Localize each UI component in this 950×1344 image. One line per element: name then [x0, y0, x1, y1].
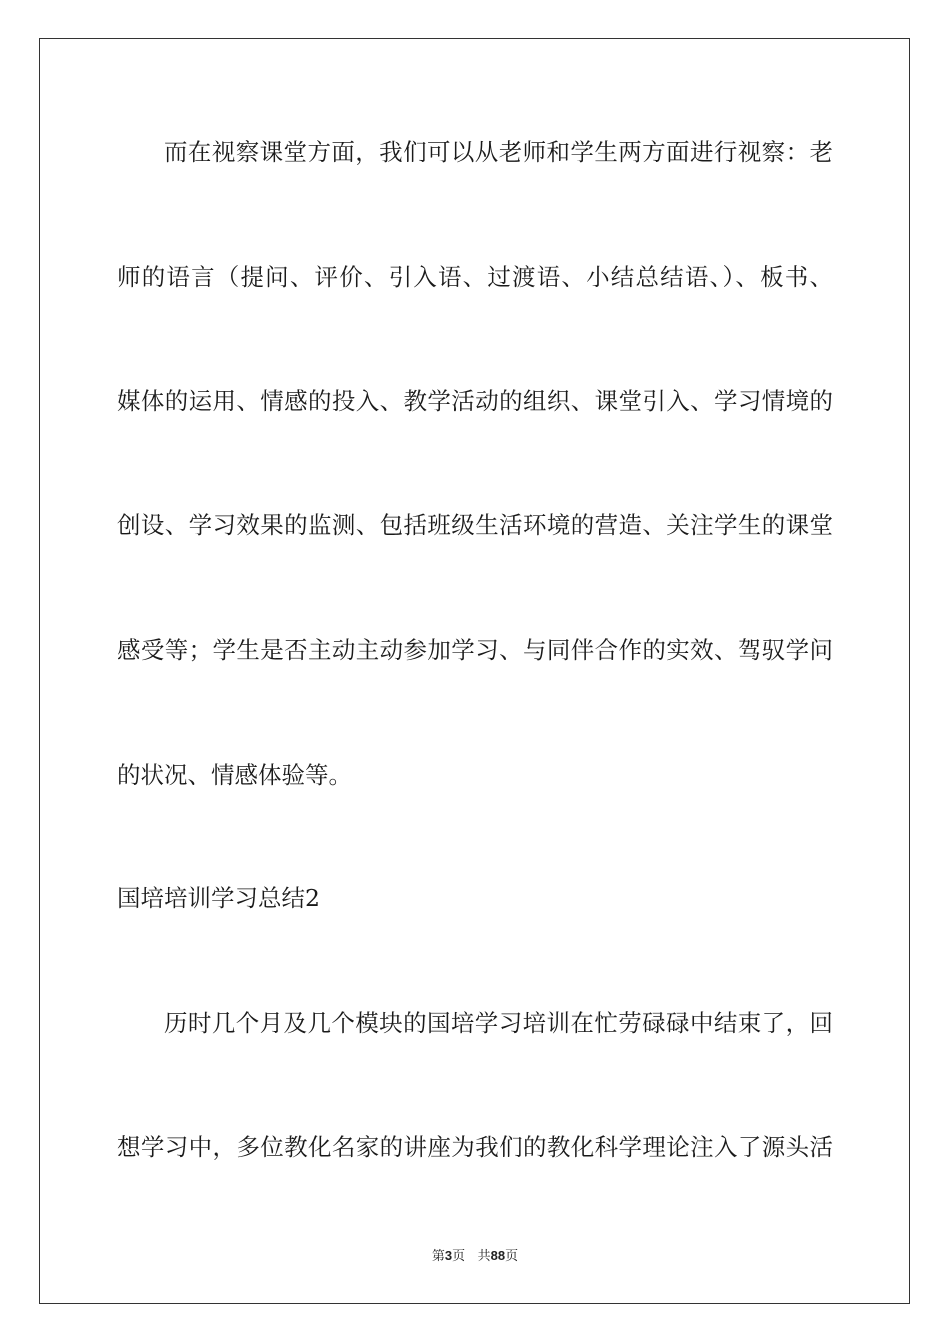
section-heading: 国培培训学习总结2	[117, 884, 320, 912]
total-label-suffix: 页	[505, 1249, 519, 1264]
total-pages: 88	[490, 1248, 506, 1263]
page-label-suffix: 页	[452, 1249, 466, 1264]
page-number: 3	[444, 1248, 453, 1263]
paragraph-1-line-2: 师的语言（提问、评价、引入语、过渡语、小结总结语、）、板书、	[117, 263, 833, 291]
page-border	[39, 38, 910, 1304]
paragraph-2-line-1: 历时几个月及几个模块的国培学习培训在忙劳碌碌中结束了，回	[164, 1009, 833, 1037]
page-footer	[0, 1247, 950, 1266]
paragraph-1-line-6: 的状况、情感体验等。	[117, 761, 352, 789]
page-label-prefix: 第	[431, 1249, 445, 1264]
total-label-prefix: 共	[477, 1249, 491, 1264]
paragraph-1-line-1: 而在视察课堂方面，我们可以从老师和学生两方面进行视察：老	[164, 138, 833, 166]
paragraph-1-line-3: 媒体的运用、情感的投入、教学活动的组织、课堂引入、学习情境的	[117, 387, 833, 415]
paragraph-1-line-5: 感受等；学生是否主动主动参加学习、与同伴合作的实效、驾驭学问	[117, 636, 833, 664]
paragraph-2-line-2: 想学习中，多位教化名家的讲座为我们的教化科学理论注入了源头活	[117, 1133, 833, 1161]
paragraph-1-line-4: 创设、学习效果的监测、包括班级生活环境的营造、关注学生的课堂	[117, 511, 833, 539]
